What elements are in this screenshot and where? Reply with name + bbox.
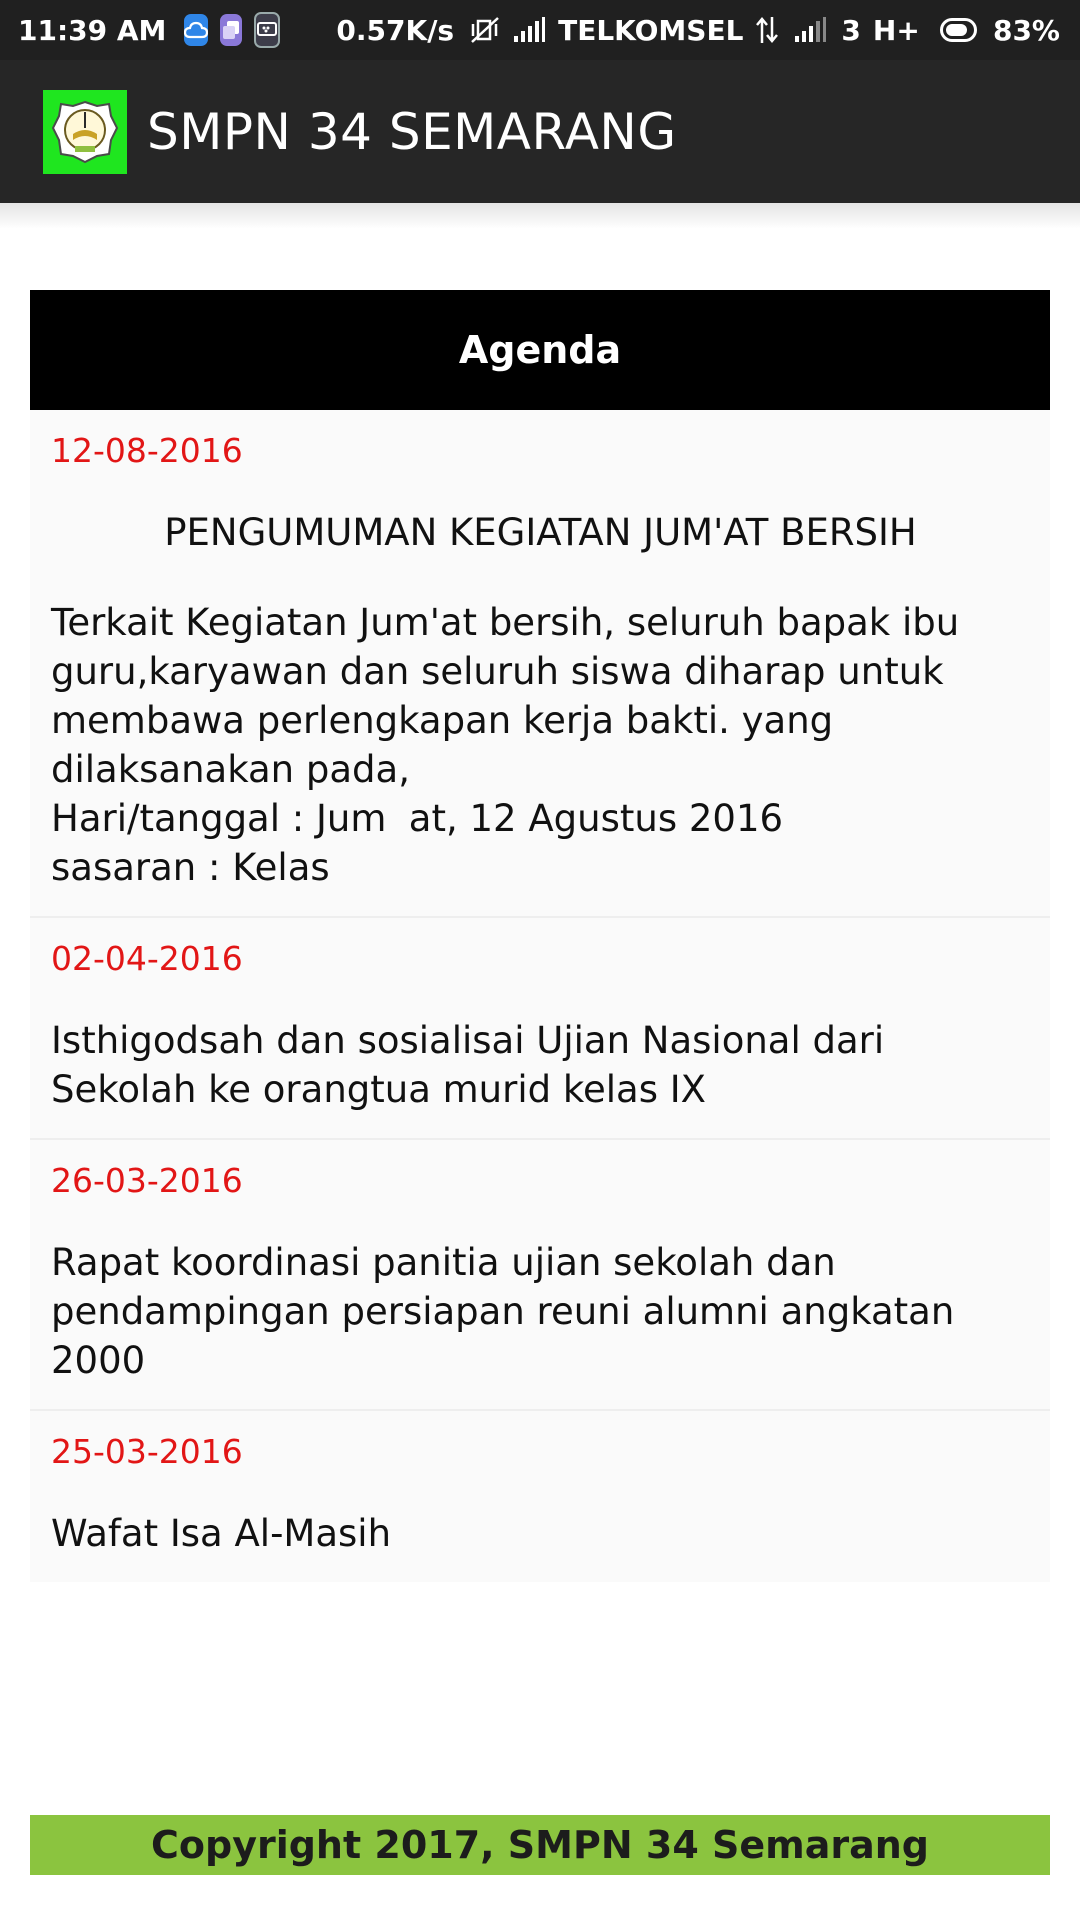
agenda-body: Isthigodsah dan sosialisai Ujian Nasional dari Sekolah ke orangtua murid kelas IX bbox=[51, 1019, 885, 1111]
agenda-item[interactable] bbox=[30, 918, 1050, 1140]
app-bar-shadow bbox=[0, 203, 1080, 229]
copy-app-icon bbox=[220, 14, 242, 46]
agenda-date: 25-03-2016 bbox=[51, 1432, 243, 1471]
agenda-date: 02-04-2016 bbox=[51, 939, 243, 978]
muted-vibrate-icon bbox=[468, 15, 502, 45]
agenda-body: Wafat Isa Al-Masih bbox=[51, 1512, 392, 1555]
agenda-card bbox=[30, 290, 1050, 1582]
agenda-title: PENGUMUMAN KEGIATAN JUM'AT BERSIH bbox=[164, 511, 917, 554]
agenda-date: 26-03-2016 bbox=[51, 1161, 243, 1200]
app-title: SMPN 34 SEMARANG bbox=[147, 102, 677, 161]
battery-percent: 83% bbox=[992, 13, 1060, 47]
network-speed: 0.57K/s bbox=[336, 13, 455, 47]
agenda-item[interactable] bbox=[30, 1140, 1050, 1411]
app-bar bbox=[0, 60, 1080, 203]
agenda-date: 12-08-2016 bbox=[51, 431, 243, 470]
agenda-item[interactable] bbox=[30, 1411, 1050, 1582]
battery-fill bbox=[946, 24, 967, 36]
school-logo-icon[interactable] bbox=[43, 90, 127, 174]
status-time: 11:39 AM bbox=[18, 13, 167, 47]
agenda-body: Terkait Kegiatan Jum'at bersih, seluruh bapak ibu guru,karyawan dan seluruh siswa diharap untuk membawa perlengkapan kerja bakti. yang dilaksanakan pada, Hari/tanggal : Jumat, 12 Agustus 2016 sasaran : Kelas bbox=[51, 601, 960, 889]
copyright-footer: Copyright 2017, SMPN 34 Semarang bbox=[30, 1815, 1050, 1875]
network-label-hplus: H+ bbox=[872, 13, 920, 47]
agenda-body: Rapat koordinasi panitia ujian sekolah dan pendampingan persiapan reuni alumni angkatan 2000 bbox=[51, 1241, 955, 1382]
cloud-icon bbox=[184, 14, 208, 46]
agenda-header: Agenda bbox=[30, 290, 1050, 410]
status-bar bbox=[0, 0, 1080, 60]
signal-icon-2 bbox=[793, 16, 827, 44]
network-label-3: 3 bbox=[841, 13, 861, 47]
signal-icon bbox=[512, 16, 546, 44]
bbm-icon bbox=[254, 12, 280, 48]
agenda-item[interactable] bbox=[30, 410, 1050, 918]
battery-icon bbox=[940, 18, 977, 42]
data-arrows-icon bbox=[755, 15, 779, 45]
carrier-name: TELKOMSEL bbox=[558, 13, 744, 47]
